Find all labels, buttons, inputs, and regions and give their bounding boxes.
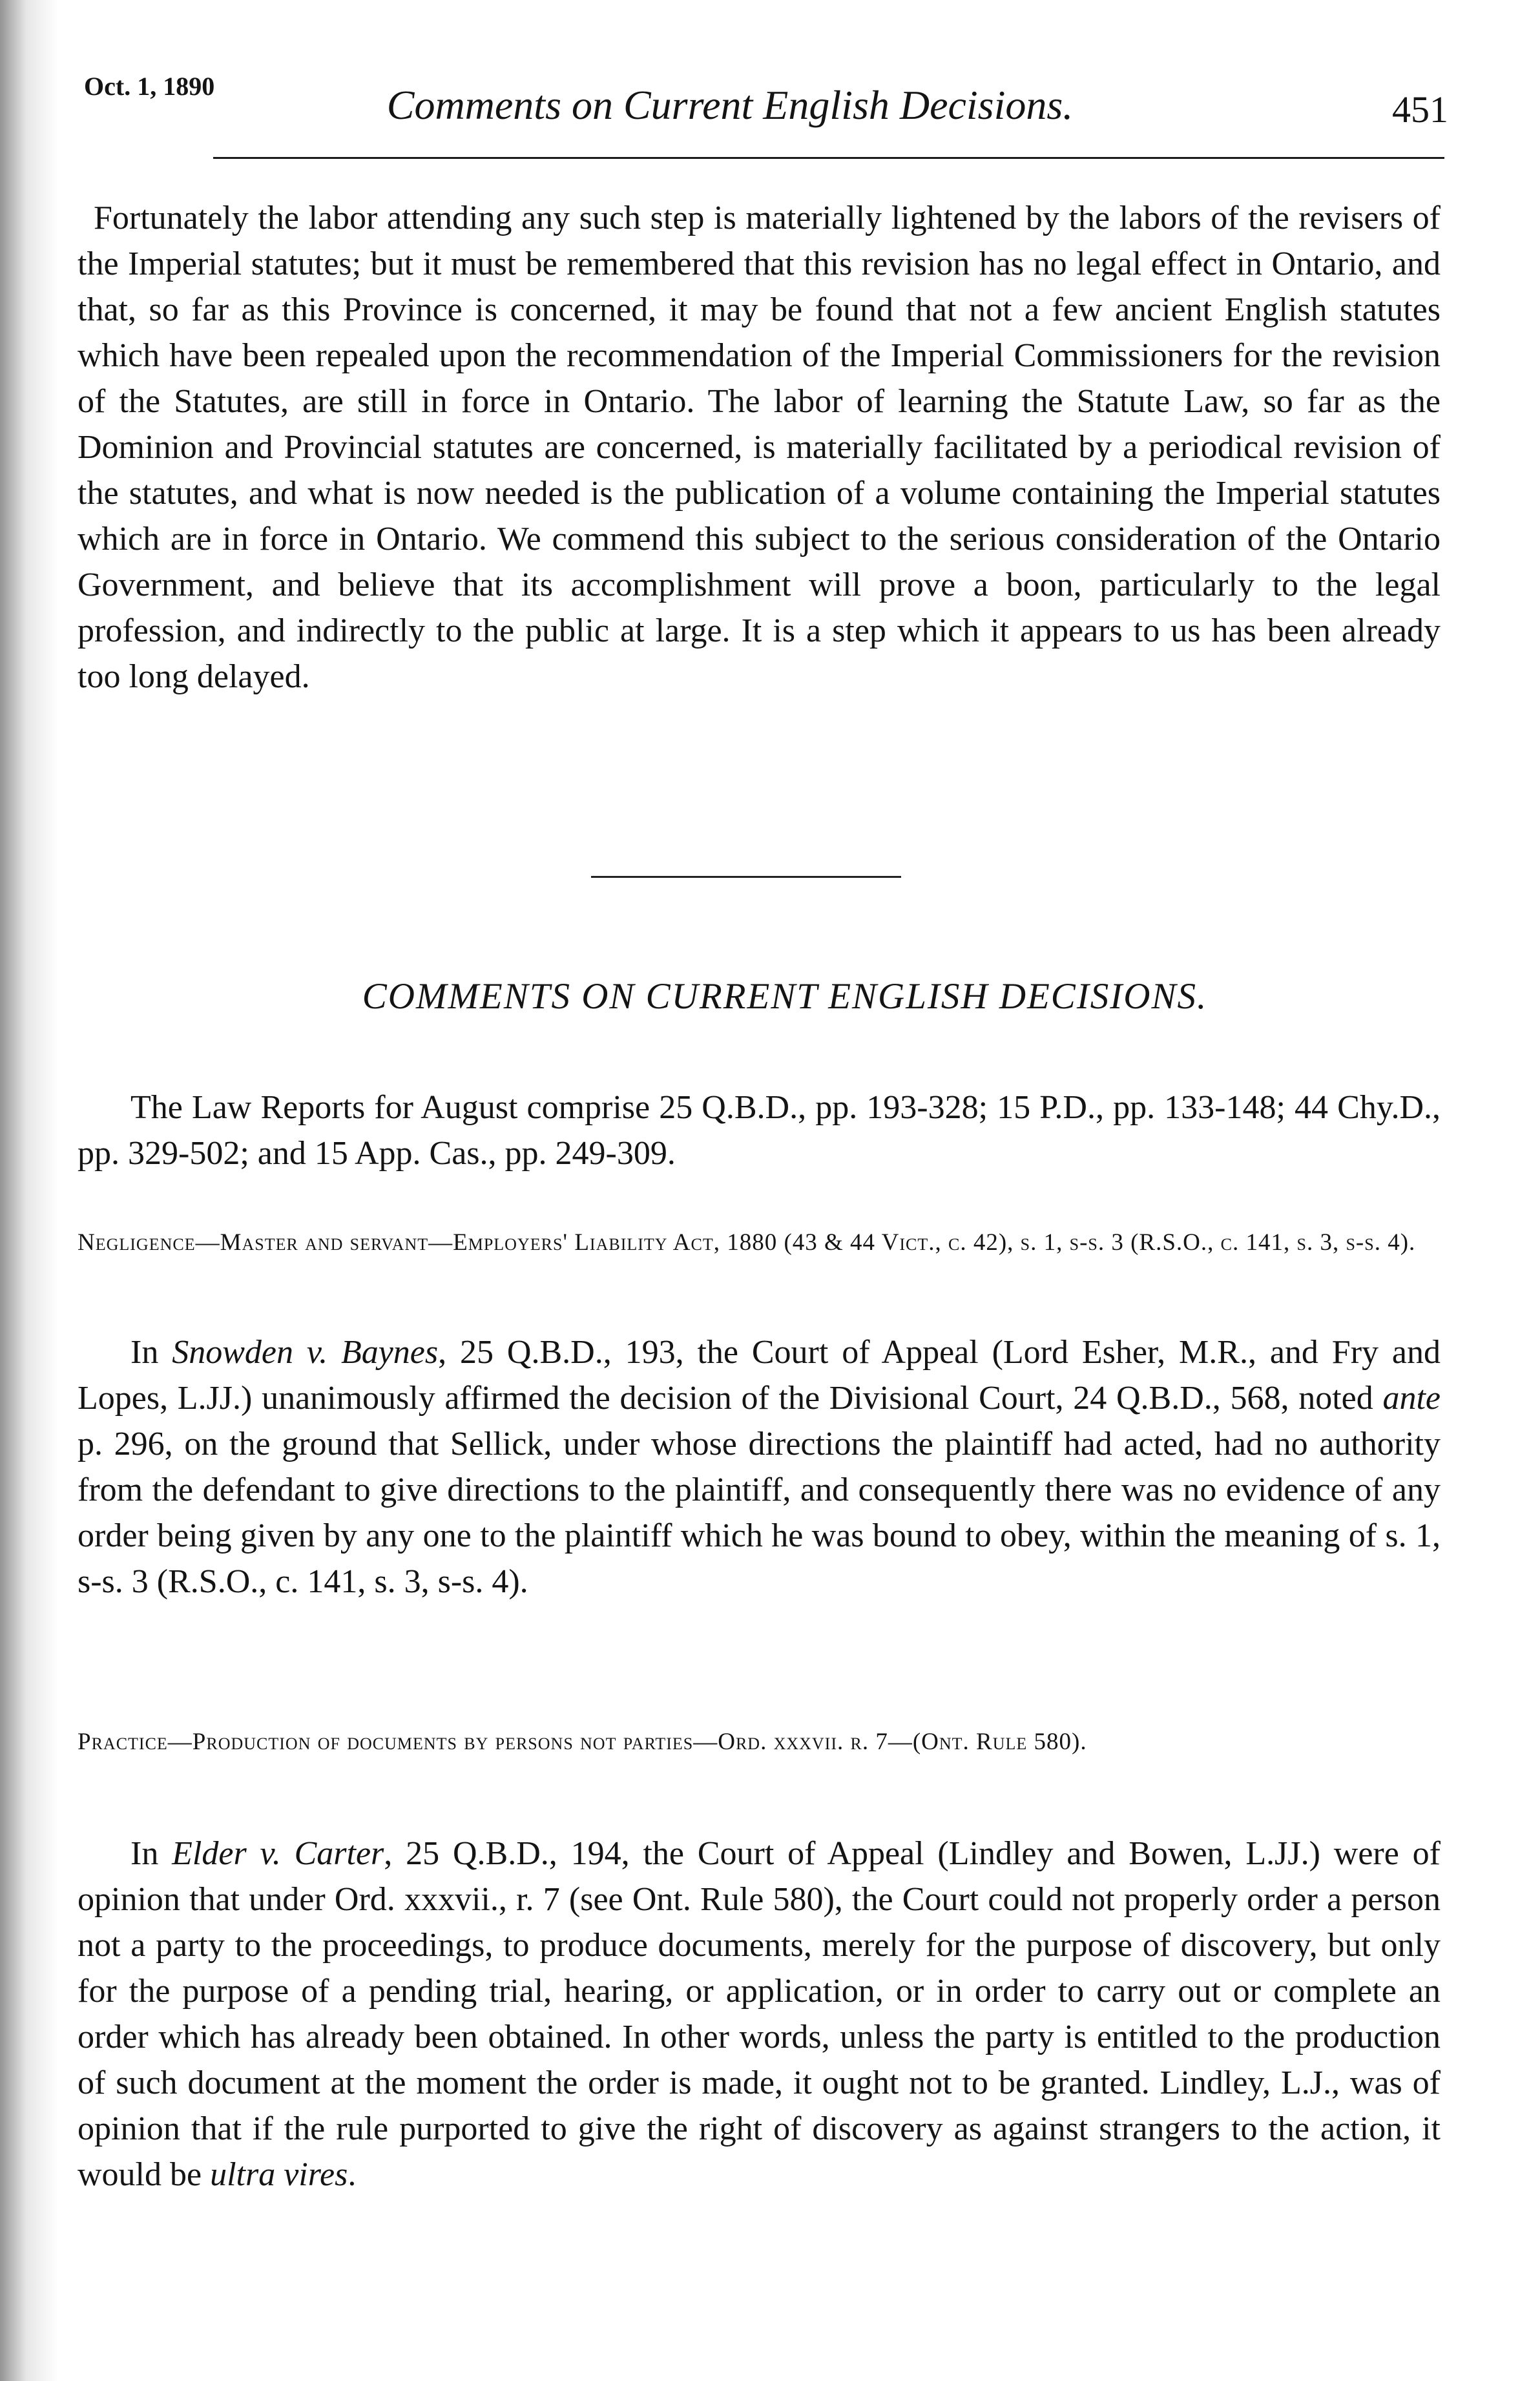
case-name: Elder v. Carter xyxy=(172,1835,384,1872)
case-intro: In xyxy=(130,1334,159,1371)
case-paragraph-elder xyxy=(78,1831,1441,2198)
header-rule xyxy=(213,157,1444,159)
case-text: , 25 Q.B.D., 193, the Court of Appeal (Lord Esher, M.R., and Fry and Lopes, L.JJ.) unanimously affirmed the decision of the Divisional Court, 24 Q.B.D., 568, noted xyxy=(78,1334,1441,1417)
case-paragraph-snowden xyxy=(78,1329,1441,1605)
case-intro: In xyxy=(130,1835,159,1872)
section-title: COMMENTS ON CURRENT ENGLISH DECISIONS. xyxy=(362,976,1208,1017)
running-title: Comments on Current English Decisions. xyxy=(386,82,1074,128)
law-reports-paragraph: The Law Reports for August comprise 25 Q.B.D., pp. 193-328; 15 P.D., pp. 133-148; 44 Chy.D., pp. 329-502; and 15 App. Cas., pp. 249-309. xyxy=(78,1089,1441,1172)
spine-shadow xyxy=(0,0,58,2381)
section-separator xyxy=(591,876,901,878)
case-heading-negligence: Negligence—Master and servant—Employers' Liability Act, 1880 (43 & 44 Vict., c. 42), s. 1, s-s. 3 (R.S.O., c. 141, s. 3, s-s. 4). xyxy=(78,1229,1416,1256)
ultra-vires: ultra vires xyxy=(210,2156,348,2193)
case-text-end: . xyxy=(348,2156,357,2193)
ante-reference: ante xyxy=(1382,1380,1441,1417)
case-text: , 25 Q.B.D., 194, the Court of Appeal (Lindley and Bowen, L.JJ.) were of opinion that under Ord. xxxvii., r. 7 (see Ont. Rule 580), the Court could not properly order a person not a party to the proceedings, to produce documents, merely for the purpose of discovery, but only for the purpose of a pending trial, hearing, or application, or in order to carry out or complete an order which has already been obtained. In other words, unless the party is entitled to the production of such document at the moment the order is made, it ought not to be granted. Lindley, L.J., was of opinion that if the rule purported to give the right of discovery as against strangers to the action, it would be xyxy=(78,1835,1441,2193)
date-note: Oct. 1, 1890 xyxy=(84,72,215,101)
page-number: 451 xyxy=(1392,88,1448,130)
intro-paragraph: Fortunately the labor attending any such step is materially lightened by the labors of the revisers of the Imperial statutes; but it must be remembered that this revision has no legal effect in Ontario, and that, so far as this Province is concerned, it may be found that not a few ancient English statutes which have been repealed upon the recommendation of the Imperial Commissioners for the revision of the Statutes, are still in force in Ontario. The labor of learning the Statute Law, so far as the Dominion and Provincial statutes are concerned, is materially facilitated by a periodical revision of the statutes, and what is now needed is the publication of a volume containing the Imperial statutes which are in force in Ontario. We commend this subject to the serious consideration of the Ontario Government, and believe that its accomplishment will prove a boon, particularly to the legal profession, and indirectly to the public at large. It is a step which it appears to us has been already too long delayed. xyxy=(78,200,1441,695)
case-text-end: p. 296, on the ground that Sellick, under whose directions the plaintiff had acted, had no authority from the defendant to give directions to the plaintiff, and consequently there was no evidence of any order being given by any one to the plaintiff which he was bound to obey, within the meaning of s. 1, s-s. 3 (R.S.O., c. 141, s. 3, s-s. 4). xyxy=(78,1426,1441,1600)
case-name: Snowden v. Baynes xyxy=(172,1334,439,1371)
case-heading-practice: Practice—Production of documents by persons not parties—Ord. xxxvii. r. 7—(Ont. Rule 580). xyxy=(78,1729,1087,1755)
